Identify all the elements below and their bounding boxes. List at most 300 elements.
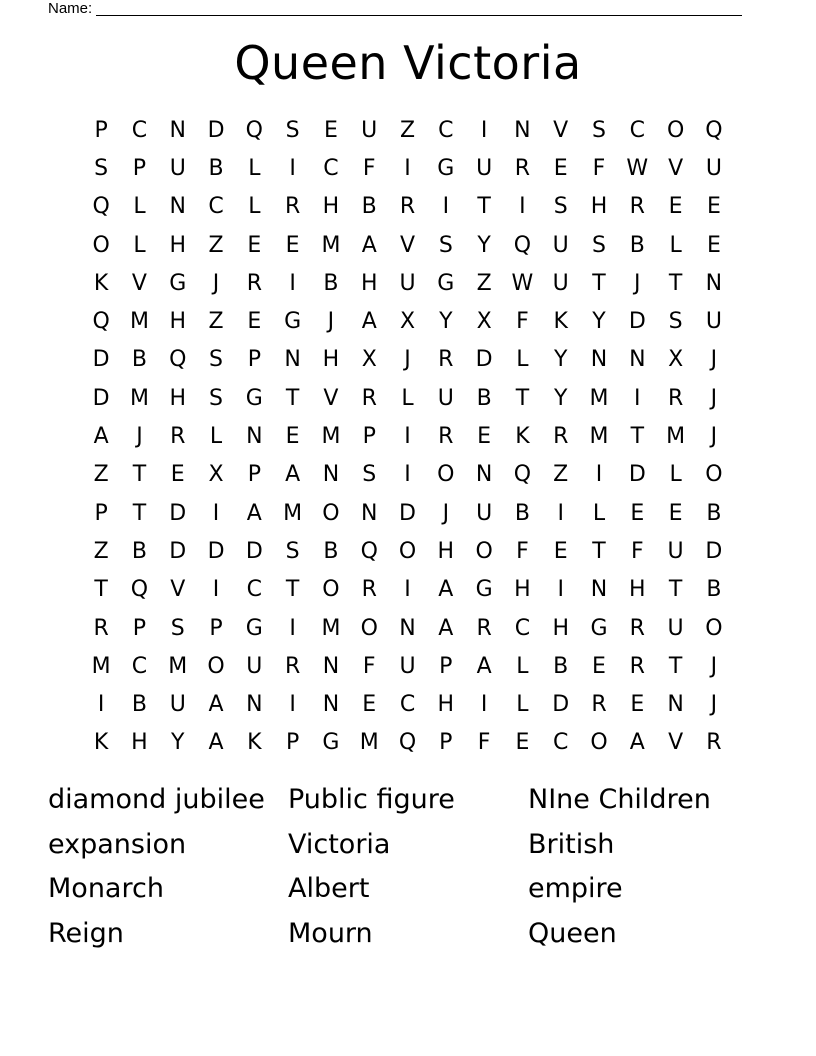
grid-letter: N [514,117,531,143]
grid-row [82,264,734,302]
grid-letter: H [437,538,455,564]
grid-letter: N [246,692,263,718]
grid-letter: N [399,615,416,641]
grid-letter: A [208,730,224,756]
grid-letter: T [668,270,683,296]
grid-letter: J [404,347,411,373]
grid-letter: N [705,270,723,296]
grid-row [82,494,734,532]
grid-letter: E [362,692,377,718]
grid-letter: O [207,653,225,679]
grid-letter: R [170,424,186,450]
grid-letter: M [666,424,686,450]
grid-letter: H [514,577,531,603]
grid-letter: U [399,653,416,679]
grid-letter: B [476,385,492,411]
grid-letter: H [360,270,378,296]
word-list-item: Albert [288,873,370,904]
grid-letter: C [514,615,531,641]
grid-row [82,532,734,570]
grid-letter: M [359,730,379,756]
grid-letter: J [710,653,718,679]
grid-letter: B [131,538,147,564]
grid-letter: J [136,424,143,450]
grid-letter: Q [398,730,417,756]
grid-letter: C [399,692,416,718]
grid-letter: R [438,424,454,450]
grid-letter: N [246,424,263,450]
grid-letter: T [285,577,300,603]
grid-letter: O [398,538,417,564]
grid-letter: L [516,653,529,679]
grid-letter: Z [93,462,109,488]
grid-letter: E [285,232,300,258]
grid-letter: K [93,270,109,296]
grid-letter: D [475,347,493,373]
grid-letter: T [668,577,683,603]
grid-letter: B [131,347,147,373]
grid-letter: B [323,270,339,296]
grid-letter: P [362,424,376,450]
grid-letter: A [476,653,492,679]
grid-letter: E [706,194,721,220]
grid-letter: S [668,309,683,335]
grid-letter: E [323,117,338,143]
grid-row [82,724,734,762]
grid-letter: E [285,424,300,450]
grid-letter: N [322,653,340,679]
grid-letter: H [322,347,340,373]
grid-letter: P [132,155,147,181]
grid-letter: L [248,194,261,220]
letter-grid [82,111,734,762]
grid-letter: U [246,653,263,679]
grid-letter: A [93,424,109,450]
grid-letter: U [169,692,186,718]
grid-row [82,226,734,264]
grid-letter: V [553,117,569,143]
grid-letter: P [209,615,223,641]
grid-letter: I [212,500,220,526]
grid-letter: U [705,155,722,181]
grid-letter: A [361,232,377,258]
grid-letter: H [437,692,455,718]
grid-letter: O [437,462,455,488]
grid-letter: D [705,538,723,564]
grid-letter: M [321,424,341,450]
grid-letter: S [285,117,300,143]
grid-letter: N [667,692,684,718]
grid-letter: J [710,385,718,411]
grid-letter: F [592,155,606,181]
grid-letter: J [710,347,718,373]
grid-letter: T [668,653,683,679]
grid-letter: O [322,500,340,526]
grid-letter: E [247,309,262,335]
grid-letter: E [553,538,568,564]
grid-letter: J [212,270,220,296]
grid-letter: P [94,500,108,526]
grid-letter: Z [208,232,224,258]
grid-letter: R [438,347,454,373]
grid-letter: L [669,462,682,488]
grid-letter: I [404,462,411,488]
grid-letter: R [629,194,645,220]
word-list-item: NIne Children [528,784,711,815]
grid-row [82,149,734,187]
grid-letter: B [553,653,569,679]
grid-letter: G [284,309,302,335]
grid-letter: O [590,730,608,756]
word-list [48,778,768,956]
grid-letter: H [552,615,569,641]
grid-letter: R [706,730,722,756]
grid-letter: D [169,500,187,526]
grid-letter: O [666,117,685,143]
grid-letter: E [630,500,645,526]
grid-letter: F [362,653,376,679]
grid-letter: U [705,309,722,335]
name-label: Name: [48,0,93,17]
grid-letter: O [322,577,340,603]
grid-letter: I [519,194,526,220]
grid-letter: M [283,500,303,526]
grid-letter: K [515,424,530,450]
grid-letter: C [629,117,645,143]
grid-letter: N [322,462,340,488]
grid-letter: R [553,424,569,450]
grid-letter: N [169,117,186,143]
grid-row [82,647,734,685]
grid-letter: D [628,309,646,335]
grid-letter: J [327,309,335,335]
grid-letter: G [475,577,493,603]
grid-letter: A [438,615,454,641]
grid-letter: R [246,270,262,296]
grid-letter: P [247,347,261,373]
word-list-item: expansion [48,828,187,860]
grid-letter: N [629,347,646,373]
grid-letter: U [667,538,684,564]
word-list-item: British [528,828,615,860]
grid-letter: I [404,424,411,450]
grid-letter: Z [553,462,569,488]
grid-row [82,188,734,226]
grid-letter: C [553,730,569,756]
grid-letter: U [476,155,493,181]
grid-letter: A [361,309,377,335]
grid-letter: R [514,155,531,181]
grid-letter: R [284,653,301,679]
grid-letter: A [285,462,301,488]
grid-letter: I [289,155,296,181]
word-list-item: Monarch [48,873,164,904]
grid-letter: N [322,692,340,718]
grid-letter: D [207,538,225,564]
grid-letter: U [399,270,416,296]
grid-row [82,379,734,417]
grid-letter: H [169,232,187,258]
grid-letter: G [437,270,455,296]
grid-letter: T [132,462,147,488]
grid-letter: S [553,194,568,220]
grid-letter: F [477,730,491,756]
grid-letter: O [705,462,723,488]
grid-letter: L [209,424,223,450]
grid-letter: R [629,653,645,679]
grid-row [82,302,734,340]
grid-letter: Z [93,538,109,564]
grid-letter: U [437,385,454,411]
grid-letter: E [170,462,185,488]
grid-letter: L [592,500,606,526]
grid-letter: C [131,653,148,679]
grid-letter: Y [592,309,606,335]
grid-letter: S [94,155,109,181]
grid-letter: V [668,730,684,756]
grid-letter: T [285,385,300,411]
word-list-item: Queen [528,917,617,949]
grid-letter: I [557,500,564,526]
grid-letter: P [439,653,453,679]
grid-letter: D [207,117,225,143]
grid-letter: V [170,577,186,603]
grid-letter: N [590,347,608,373]
grid-letter: R [629,615,645,641]
grid-letter: O [705,615,723,641]
grid-letter: C [438,117,454,143]
grid-letter: D [169,538,187,564]
grid-letter: M [129,309,149,335]
page-title: Queen Victoria [234,36,582,90]
grid-letter: R [591,692,607,718]
grid-letter: Q [360,538,378,564]
grid-letter: P [285,730,300,756]
grid-letter: E [630,692,645,718]
grid-letter: Q [705,117,723,143]
grid-letter: M [321,232,341,258]
grid-letter: M [589,385,609,411]
grid-letter: H [169,385,187,411]
grid-letter: L [516,347,529,373]
grid-letter: P [132,615,147,641]
grid-row [82,571,734,609]
grid-letter: K [553,309,568,335]
grid-letter: A [629,730,645,756]
grid-letter: I [634,385,641,411]
grid-letter: H [131,730,148,756]
grid-letter: X [399,309,416,335]
grid-letter: S [438,232,453,258]
grid-letter: R [93,615,109,641]
grid-letter: H [590,194,608,220]
grid-letter: D [245,538,263,564]
grid-letter: T [515,385,530,411]
grid-letter: P [247,462,261,488]
grid-row [82,685,734,723]
grid-letter: V [399,232,416,258]
grid-letter: U [552,270,569,296]
grid-letter: N [284,347,301,373]
grid-letter: D [552,692,570,718]
grid-letter: W [626,155,649,181]
grid-letter: I [289,692,296,718]
grid-letter: Z [208,309,224,335]
word-list-item: Victoria [288,828,391,860]
grid-letter: B [706,500,722,526]
grid-letter: H [169,309,187,335]
grid-letter: S [209,385,224,411]
grid-letter: Z [399,117,416,143]
grid-letter: S [592,232,606,258]
grid-letter: P [439,730,453,756]
grid-row [82,456,734,494]
grid-letter: W [511,270,534,296]
grid-letter: L [133,194,146,220]
grid-letter: K [93,730,109,756]
grid-letter: X [208,462,224,488]
grid-letter: O [92,232,110,258]
grid-letter: I [289,270,296,296]
grid-letter: I [595,462,603,488]
grid-letter: Q [245,117,263,143]
grid-letter: G [590,615,608,641]
grid-letter: J [442,500,450,526]
grid-letter: J [634,270,641,296]
word-list-item: empire [528,873,623,904]
grid-letter: F [630,538,644,564]
grid-letter: L [248,155,261,181]
grid-letter: X [361,347,377,373]
name-field [48,0,742,18]
grid-letter: E [668,194,683,220]
word-list-item: Reign [48,917,124,949]
grid-letter: Y [553,347,568,373]
grid-letter: B [361,194,377,220]
grid-letter: S [285,538,300,564]
grid-letter: M [129,385,149,411]
grid-letter: R [399,194,416,220]
grid-letter: C [246,577,263,603]
grid-letter: G [245,385,263,411]
grid-letter: I [480,692,488,718]
grid-letter: Q [92,194,110,220]
grid-letter: Y [477,232,491,258]
grid-letter: D [92,385,110,411]
grid-letter: N [590,577,608,603]
grid-letter: J [710,692,718,718]
grid-letter: V [323,385,339,411]
grid-letter: Q [130,577,149,603]
grid-letter: N [169,194,186,220]
grid-letter: J [710,424,718,450]
grid-letter: B [323,538,339,564]
grid-letter: Y [171,730,185,756]
grid-letter: N [475,462,493,488]
grid-letter: A [438,577,454,603]
grid-letter: G [245,615,263,641]
grid-letter: I [442,194,450,220]
grid-letter: L [133,232,146,258]
grid-letter: G [437,155,455,181]
word-list-item: Mourn [288,917,373,949]
grid-letter: U [361,117,378,143]
grid-letter: D [92,347,110,373]
grid-letter: S [592,117,606,143]
grid-letter: H [322,194,340,220]
grid-letter: I [97,692,105,718]
grid-letter: V [668,155,684,181]
grid-letter: F [516,309,529,335]
grid-letter: R [667,385,684,411]
grid-letter: I [289,615,296,641]
grid-row [82,111,734,149]
grid-letter: T [94,577,108,603]
grid-row [82,341,734,379]
grid-letter: I [480,117,488,143]
grid-letter: I [404,577,411,603]
grid-letter: X [476,309,492,335]
grid-letter: V [131,270,147,296]
grid-letter: M [168,653,188,679]
grid-letter: A [208,692,224,718]
grid-letter: A [246,500,262,526]
grid-letter: E [477,424,492,450]
grid-letter: B [706,577,722,603]
grid-letter: Q [92,309,110,335]
grid-letter: Y [553,385,568,411]
grid-letter: Z [476,270,492,296]
grid-letter: E [668,500,683,526]
grid-letter: Q [513,462,532,488]
grid-letter: E [515,730,530,756]
grid-row [82,417,734,455]
grid-letter: Y [439,309,453,335]
grid-letter: B [131,692,147,718]
grid-letter: M [321,615,341,641]
grid-letter: B [208,155,224,181]
grid-letter: M [91,653,111,679]
grid-letter: H [629,577,646,603]
grid-letter: G [322,730,340,756]
grid-letter: R [284,194,301,220]
grid-letter: Q [169,347,187,373]
grid-letter: I [212,577,220,603]
grid-letter: O [360,615,378,641]
grid-letter: F [516,538,529,564]
grid-letter: R [361,577,377,603]
grid-letter: L [516,692,529,718]
grid-letter: Q [513,232,532,258]
grid-letter: E [247,232,262,258]
grid-letter: R [476,615,492,641]
grid-letter: C [131,117,148,143]
grid-letter: E [592,653,606,679]
grid-letter: T [592,270,606,296]
grid-letter: N [360,500,378,526]
grid-letter: U [667,615,684,641]
grid-letter: K [247,730,262,756]
grid-letter: G [169,270,187,296]
grid-letter: U [552,232,569,258]
grid-letter: C [208,194,224,220]
grid-letter: D [399,500,416,526]
grid-letter: L [669,232,682,258]
grid-letter: I [404,155,411,181]
grid-letter: S [209,347,224,373]
grid-letter: T [132,500,147,526]
grid-letter: F [362,155,376,181]
